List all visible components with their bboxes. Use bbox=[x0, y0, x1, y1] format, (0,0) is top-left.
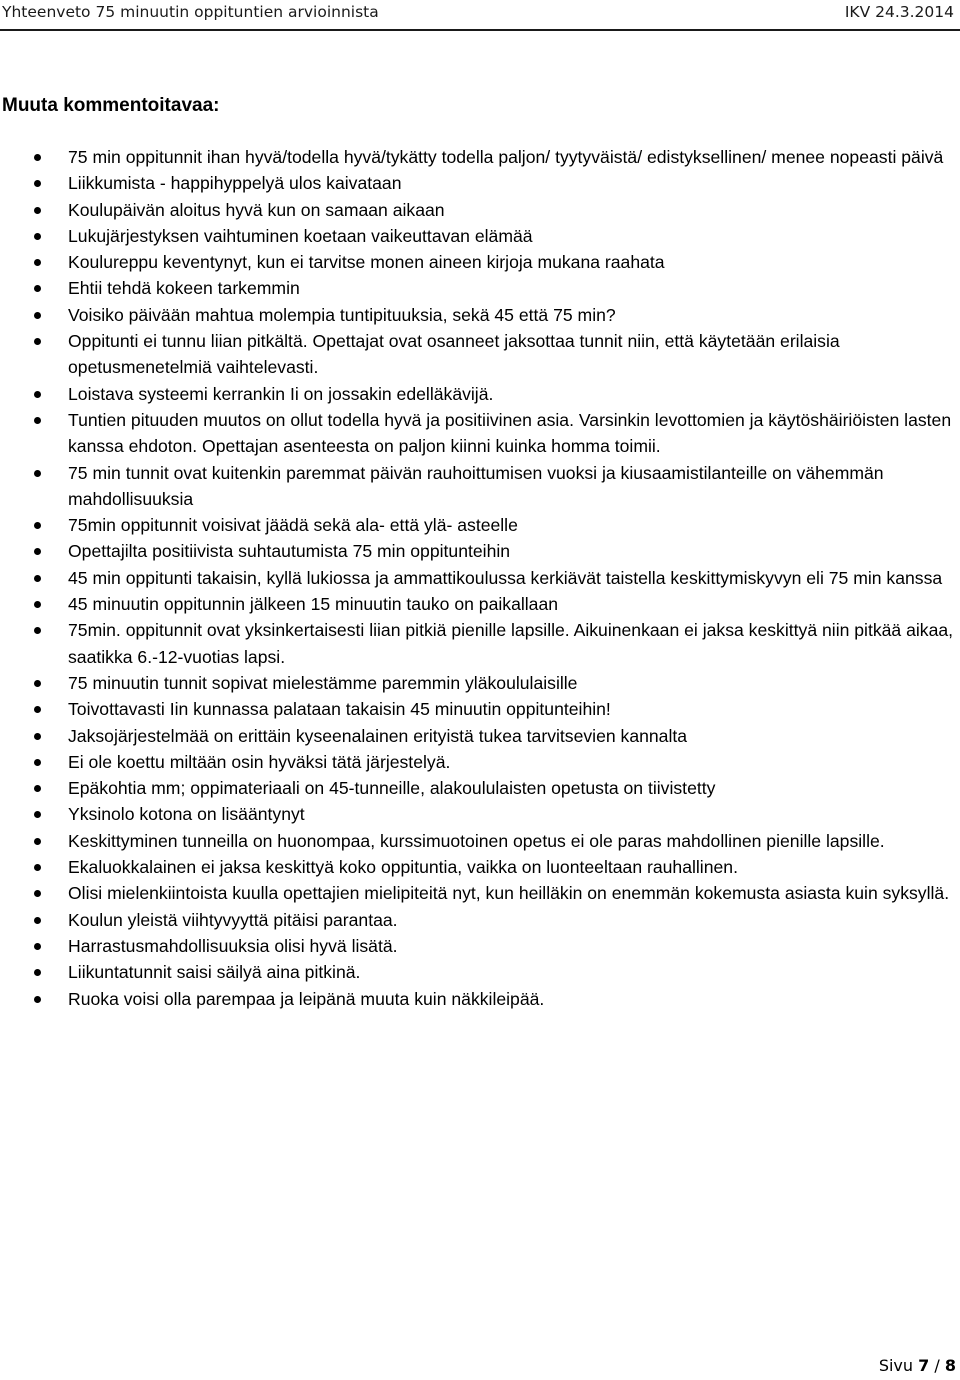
bullet-icon bbox=[34, 969, 41, 976]
bullet-icon bbox=[34, 233, 41, 240]
list-item bbox=[0, 959, 960, 985]
bullet-icon bbox=[34, 312, 41, 319]
list-item-text: Opettajilta positiivista suhtautumista 75 min oppitunteihin bbox=[68, 541, 511, 562]
page-current: 7 bbox=[918, 1356, 930, 1375]
list-item bbox=[0, 565, 960, 591]
document-title: Yhteenveto 75 minuutin oppituntien arvioinnista bbox=[2, 3, 379, 21]
bullet-icon bbox=[34, 285, 41, 292]
page-header bbox=[0, 0, 960, 30]
bullet-icon bbox=[34, 890, 41, 897]
list-item-text: Koulupäivän aloitus hyvä kun on samaan aikaan bbox=[68, 199, 445, 220]
bullet-icon bbox=[34, 391, 41, 398]
page-total: 8 bbox=[944, 1356, 956, 1375]
list-item bbox=[0, 328, 960, 381]
bullet-icon bbox=[34, 207, 41, 214]
bullet-icon bbox=[34, 522, 41, 529]
list-item-text: 75 minuutin tunnit sopivat mielestämme paremmin yläkoululaisille bbox=[68, 672, 578, 693]
list-item-text: Lukujärjestyksen vaihtuminen koetaan vaikeuttavan elämää bbox=[68, 225, 533, 246]
list-item bbox=[0, 512, 960, 538]
list-item bbox=[0, 197, 960, 223]
list-item bbox=[0, 723, 960, 749]
list-item-text: 75 min tunnit ovat kuitenkin paremmat päivän rauhoittumisen vuoksi ja kiusaamistilanteille on vähemmän mahdollisuuksia bbox=[68, 462, 884, 509]
bullet-icon bbox=[34, 785, 41, 792]
bullet-icon bbox=[34, 864, 41, 871]
list-item-text: 75min. oppitunnit ovat yksinkertaisesti liian pitkiä pienille lapsille. Aikuinenkaan ei jaksa keskittyä niin pitkää aikaa, saatikka 6.-12-vuotias lapsi. bbox=[68, 620, 954, 667]
list-item bbox=[0, 617, 960, 670]
list-item-text: Koulureppu keventynyt, kun ei tarvitse monen aineen kirjoja mukana raahata bbox=[68, 252, 665, 273]
bullet-icon bbox=[34, 811, 41, 818]
list-item-text: Toivottavasti Iin kunnassa palataan takaisin 45 minuutin oppitunteihin! bbox=[68, 699, 611, 720]
list-item-text: 75min oppitunnit voisivat jäädä sekä ala- että ylä- asteelle bbox=[68, 515, 518, 536]
bullet-icon bbox=[34, 838, 41, 845]
list-item-text: Yksinolo kotona on lisääntynyt bbox=[68, 804, 305, 825]
page-label: Sivu bbox=[878, 1356, 914, 1375]
bullet-icon bbox=[34, 733, 41, 740]
bullet-icon bbox=[34, 575, 41, 582]
list-item-text: Ekaluokkalainen ei jaksa keskittyä koko oppituntia, vaikka on luonteeltaan rauhallinen. bbox=[68, 857, 738, 878]
list-item-text: Liikuntatunnit saisi säilyä aina pitkinä. bbox=[68, 962, 361, 983]
list-item bbox=[0, 407, 960, 460]
list-item-text: Oppitunti ei tunnu liian pitkältä. Opettajat ovat osanneet jaksottaa tunnit niin, että käytetään erilaisia opetusmenetelmiä vaihtelevasti. bbox=[68, 331, 840, 378]
bullet-icon bbox=[34, 417, 41, 424]
page-number bbox=[879, 1356, 956, 1375]
list-item bbox=[0, 907, 960, 933]
list-item bbox=[0, 144, 960, 170]
list-item bbox=[0, 801, 960, 827]
list-item bbox=[0, 880, 960, 906]
list-item-text: Harrastusmahdollisuuksia olisi hyvä lisätä. bbox=[68, 935, 398, 956]
list-item bbox=[0, 223, 960, 249]
bullet-icon bbox=[34, 627, 41, 634]
list-item-text: Ehtii tehdä kokeen tarkemmin bbox=[68, 278, 300, 299]
comment-list bbox=[0, 144, 960, 1012]
bullet-icon bbox=[34, 548, 41, 555]
list-item-text: Ruoka voisi olla parempaa ja leipänä muuta kuin näkkileipää. bbox=[68, 988, 545, 1009]
list-item bbox=[0, 302, 960, 328]
bullet-icon bbox=[34, 154, 41, 161]
bullet-icon bbox=[34, 996, 41, 1003]
bullet-icon bbox=[34, 680, 41, 687]
bullet-icon bbox=[34, 943, 41, 950]
list-item bbox=[0, 170, 960, 196]
list-item bbox=[0, 828, 960, 854]
bullet-icon bbox=[34, 917, 41, 924]
list-item bbox=[0, 775, 960, 801]
bullet-icon bbox=[34, 706, 41, 713]
bullet-icon bbox=[34, 601, 41, 608]
section-heading: Muuta kommentoitavaa: bbox=[2, 95, 220, 116]
list-item-text: Olisi mielenkiintoista kuulla opettajien mielipiteitä nyt, kun heilläkin on enemmän kokemusta asiasta kuin syksyllä. bbox=[68, 883, 950, 904]
page-separator: / bbox=[934, 1356, 940, 1375]
document-date: IKV 24.3.2014 bbox=[844, 3, 954, 21]
list-item-text: Ei ole koettu miltään osin hyväksi tätä järjestelyä. bbox=[68, 751, 451, 772]
list-item bbox=[0, 275, 960, 301]
list-item bbox=[0, 670, 960, 696]
list-item-text: Keskittyminen tunneilla on huonompaa, kurssimuotoinen opetus ei ole paras mahdollinen pienille lapsille. bbox=[68, 830, 885, 851]
bullet-icon bbox=[34, 259, 41, 266]
bullet-icon bbox=[34, 180, 41, 187]
bullet-icon bbox=[34, 470, 41, 477]
list-item-text: Voisiko päivään mahtua molempia tuntipituuksia, sekä 45 että 75 min? bbox=[68, 304, 616, 325]
list-item-text: Tuntien pituuden muutos on ollut todella hyvä ja positiivinen asia. Varsinkin levottomien ja käytöshäiriöisten lasten kanssa ehdoton. Opettajan asenteesta on paljon kiinni kuinka homma toimii. bbox=[68, 409, 952, 457]
list-item-text: Jaksojärjestelmää on erittäin kyseenalainen erityistä tukea tarvitsevien kannalta bbox=[68, 725, 688, 746]
list-item-text: 45 min oppitunti takaisin, kyllä lukiossa ja ammattikoulussa kerkiävät taistella keskittymiskyvyn eli 75 min kanssa bbox=[68, 567, 943, 588]
list-item bbox=[0, 538, 960, 564]
list-item-text: Epäkohtia mm; oppimateriaali on 45-tunneille, alakoululaisten opetusta on tiivistetty bbox=[68, 778, 716, 799]
list-item-text: Koulun yleistä viihtyvyyttä pitäisi parantaa. bbox=[68, 909, 398, 930]
list-item-text: Loistava systeemi kerrankin Ii on jossakin edelläkävijä. bbox=[68, 383, 494, 404]
list-item bbox=[0, 460, 960, 513]
list-item-text: 75 min oppitunnit ihan hyvä/todella hyvä/tykätty todella paljon/ tyytyväistä/ edistyksellinen/ menee nopeasti päivä bbox=[68, 147, 944, 167]
bullet-icon bbox=[34, 759, 41, 766]
header-divider bbox=[0, 29, 960, 31]
list-item bbox=[0, 591, 960, 617]
list-item-text: 45 minuutin oppitunnin jälkeen 15 minuutin tauko on paikallaan bbox=[68, 594, 559, 615]
list-item-text: Liikkumista - happihyppelyä ulos kaivataan bbox=[68, 173, 402, 194]
bullet-icon bbox=[34, 338, 41, 345]
list-item bbox=[0, 249, 960, 275]
list-item bbox=[0, 986, 960, 1012]
list-item bbox=[0, 381, 960, 407]
list-item bbox=[0, 933, 960, 959]
list-item bbox=[0, 854, 960, 880]
list-item bbox=[0, 749, 960, 775]
list-item bbox=[0, 696, 960, 722]
